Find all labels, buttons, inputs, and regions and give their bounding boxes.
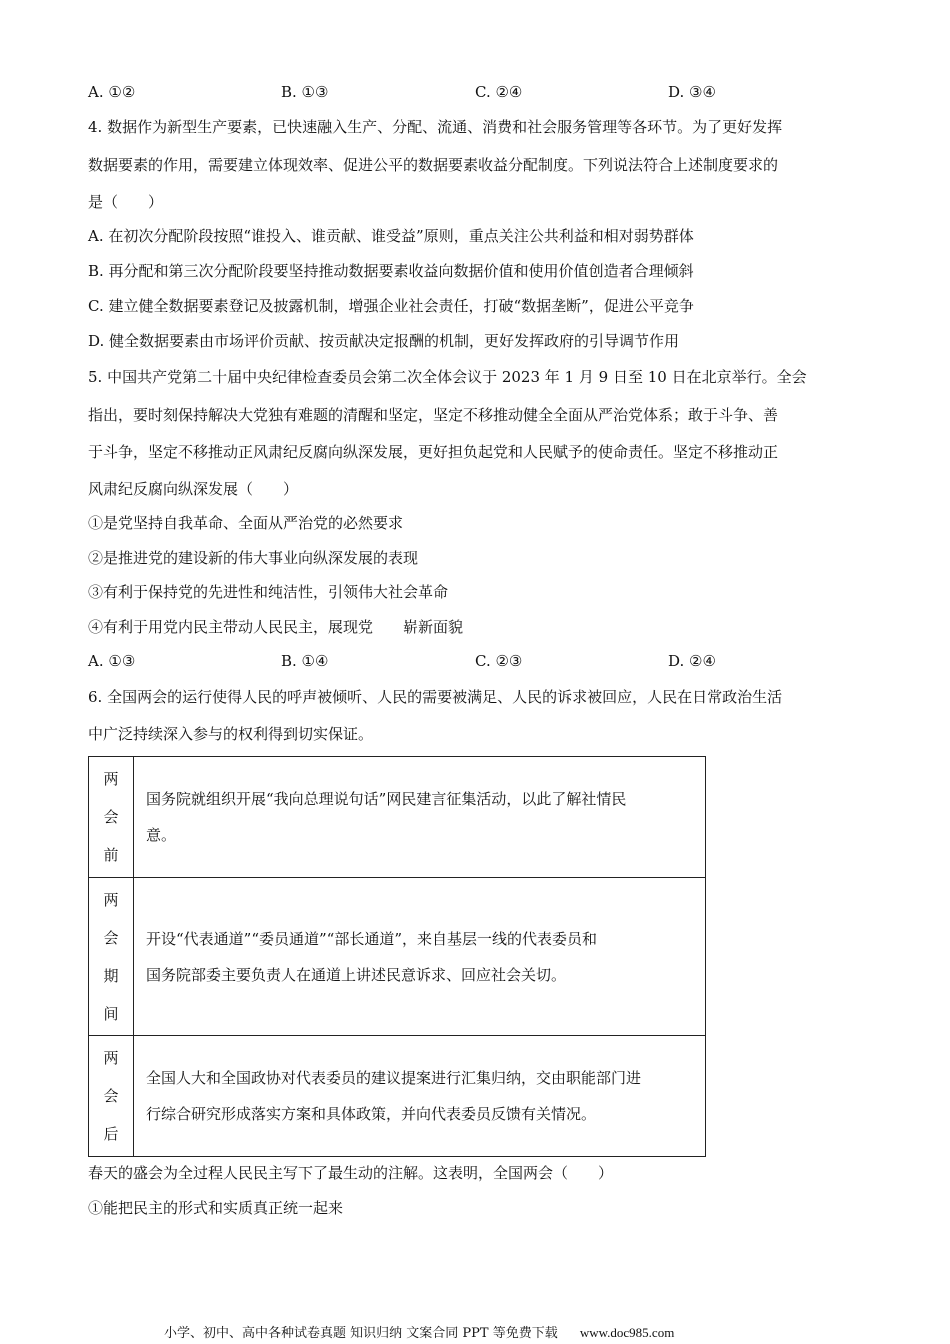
q5-option-d: D. ②④ [668,652,716,670]
row-content: 开设“代表通道”“委员通道”“部长通道”，来自基层一线的代表委员和 国务院部委主要负责人在通道上讲述民意诉求、回应社会关切。 [134,878,706,1036]
q4-stem-line: 是（ ） [88,193,164,211]
q6-stem-line: 6. 全国两会的运行使得人民的呼声被倾听、人民的需要被满足、人民的诉求被回应，人民在日常政治生活 [88,688,783,706]
q4-option-a: A. 在初次分配阶段按照“谁投入、谁贡献、谁受益”原则，重点关注公共利益和相对弱势群体 [88,227,694,245]
q3-option-a: A. ①② [88,83,136,101]
q5-stem-line: 风肃纪反腐向纵深发展（ ） [88,480,299,498]
q5-statement: ③有利于保持党的先进性和纯洁性，引领伟大社会革命 [88,583,449,601]
q5-option-c: C. ②③ [475,652,523,670]
table-row [89,878,706,1036]
footer-site-link[interactable]: www.doc985.com [579,1325,675,1340]
row-label: 两 会 后 [89,1036,134,1157]
page-footer [164,1322,674,1341]
row-label: 两 会 期 间 [89,878,134,1036]
q5-option-a: A. ①③ [88,652,136,670]
q5-statement: ①是党坚持自我革命、全面从严治党的必然要求 [88,514,404,532]
footer-text: 小学、初中、高中各种试卷真题 知识归纳 文案合同 PPT 等免费下载 [164,1326,558,1341]
q5-statement: ④有利于用党内民主带动人民民主，展现党 崭新面貌 [88,618,464,636]
q4-stem-line: 数据要素的作用，需要建立体现效率、促进公平的数据要素收益分配制度。下列说法符合上述制度要求的 [88,156,779,174]
q5-stem-line: 5. 中国共产党第二十届中央纪律检查委员会第二次全体会议于 2023 年 1 月 9 日至 10 日在北京举行。全会 [88,368,807,386]
table-row [89,1036,706,1157]
q4-option-b: B. 再分配和第三次分配阶段要坚持推动数据要素收益向数据价值和使用价值创造者合理倾斜 [88,262,694,280]
q4-option-d: D. 健全数据要素由市场评价贡献、按贡献决定报酬的机制，更好发挥政府的引导调节作用 [88,332,680,350]
q4-option-c: C. 建立健全数据要素登记及披露机制，增强企业社会责任，打破“数据垄断”，促进公平竞争 [88,297,694,315]
row-content: 全国人大和全国政协对代表委员的建议提案进行汇集归纳，交由职能部门进 行综合研究形成落实方案和具体政策，并向代表委员反馈有关情况。 [134,1036,706,1157]
two-sessions-table [88,756,706,1157]
q5-stem-line: 指出，要时刻保持解决大党独有难题的清醒和坚定，坚定不移推动健全全面从严治党体系；敢于斗争、善 [88,406,779,424]
q5-stem-line: 于斗争，坚定不移推动正风肃纪反腐向纵深发展，更好担负起党和人民赋予的使命责任。坚定不移推动正 [88,443,779,461]
q4-stem-line: 4. 数据作为新型生产要素，已快速融入生产、分配、流通、消费和社会服务管理等各环节。为了更好发挥 [88,118,783,136]
q5-option-b: B. ①④ [281,652,329,670]
row-content: 国务院就组织开展“我向总理说句话”网民建言征集活动，以此了解社情民 意。 [134,757,706,878]
q6-statement: ①能把民主的形式和实质真正统一起来 [88,1199,344,1217]
q5-statement: ②是推进党的建设新的伟大事业向纵深发展的表现 [88,549,419,567]
q6-conclusion: 春天的盛会为全过程人民民主写下了最生动的注解。这表明，全国两会（ ） [88,1164,614,1182]
q3-option-b: B. ①③ [281,83,329,101]
q6-stem-line: 中广泛持续深入参与的权利得到切实保证。 [88,725,374,743]
table-row [89,757,706,878]
row-label: 两 会 前 [89,757,134,878]
q3-option-c: C. ②④ [475,83,523,101]
q3-option-d: D. ③④ [668,83,716,101]
